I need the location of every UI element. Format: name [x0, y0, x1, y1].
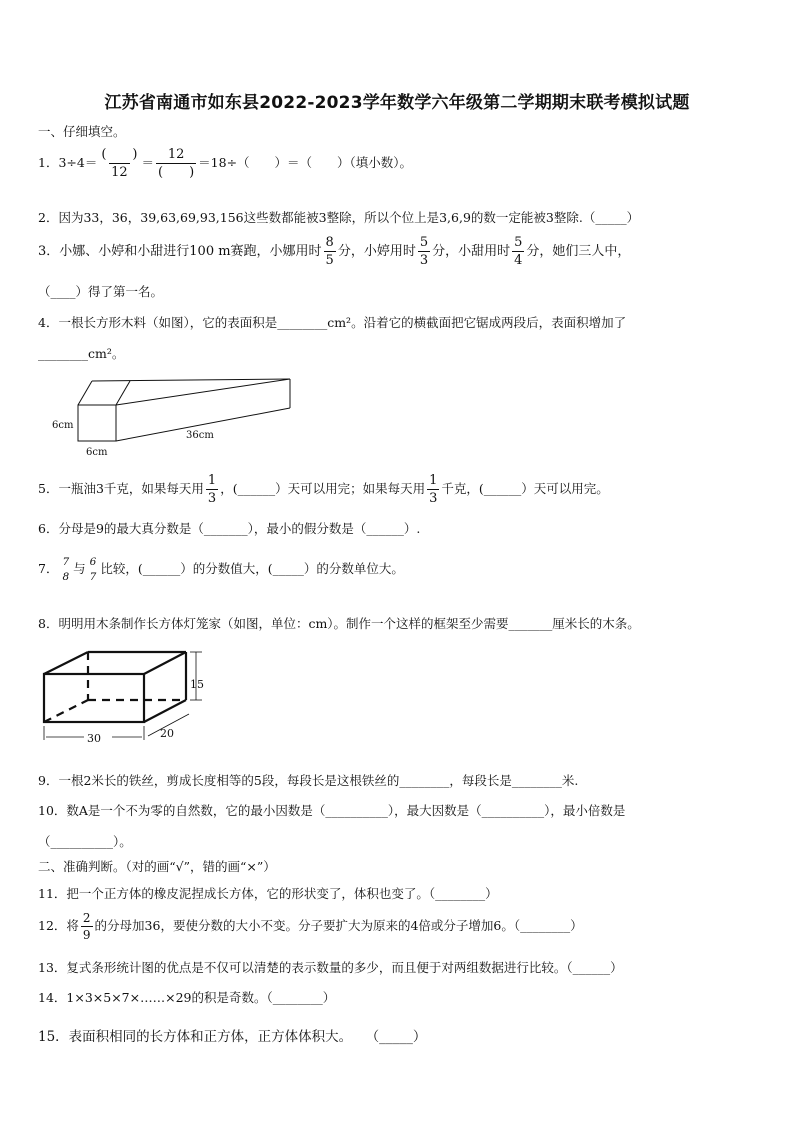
q1-fraction-2: $\frac{12}{( )}$ [158, 147, 195, 180]
beam-length-label: 36cm [186, 430, 214, 441]
section-heading-fill-in: 一、仔细填空。 [38, 124, 126, 139]
question-3: 3．小娜、小婷和小甜进行100 m赛跑，小娜用时 $\frac{8}{5}$ 分，小婷用时 $\frac{5}{3}$ 分，小甜用时 $\frac{5}{4}$ 分，她们三人中， [38, 235, 631, 268]
question-3-continued: （____）得了第一名。 [38, 284, 164, 299]
q3-fraction-3: $\frac{5}{4}$ [514, 235, 523, 268]
question-2: 2．因为33，36，39,63,69,93,156这些数都能被3整除，所以个位上是3,6,9的数一定能被3整除.（_____） [38, 210, 640, 225]
question-4-continued: ________cm²。 [38, 346, 125, 361]
question-5: 5．一瓶油3千克，如果每天用 $\frac{1}{3}$ ，(______）天可以用完；如果每天用 $\frac{1}{3}$ 千克，(______）天可以用完。 [38, 473, 609, 506]
q5-fraction-1: $\frac{1}{3}$ [207, 473, 217, 506]
question-4: 4．一根长方形木料（如图），它的表面积是________cm²。沿着它的横截面把它锯成两段后，表面积增加了 [38, 315, 627, 330]
q7-fraction-2: 6 7 [89, 556, 97, 583]
q1-equals: ＝ [141, 155, 155, 170]
q7-fraction-1: 7 8 [62, 556, 70, 583]
q12-fraction: $\frac{2}{9}$ [82, 911, 91, 942]
frame-height-label: 15 [190, 678, 204, 691]
q5-fraction-2: $\frac{1}{3}$ [429, 473, 438, 506]
question-10-continued: （__________）。 [38, 834, 132, 849]
section-heading-judge: 二、准确判断。（对的画“√”，错的画“×”） [38, 859, 276, 874]
question-15: 15．表面积相同的长方体和正方体，正方体体积大。 （_____） [38, 1029, 427, 1045]
question-8: 8．明明用木条制作长方体灯笼家（如图，单位：cm）。制作一个这样的框架至少需要_______厘米长的木条。 [38, 616, 640, 631]
q1-fraction-1: $\frac{( )}{12}$ [101, 147, 138, 180]
question-13: 13．复式条形统计图的优点是不仅可以清楚的表示数量的多少，而且便于对两组数据进行比较。（______） [38, 960, 623, 975]
frame-length-label: 30 [87, 732, 101, 745]
page-title: 江苏省南通市如东县2022-2023学年数学六年级第二学期期末联考模拟试题 [104, 93, 690, 113]
question-11: 11．把一个正方体的橡皮泥捏成长方体，它的形状变了，体积也变了。（________） [38, 886, 498, 901]
q3-fraction-2: $\frac{5}{3}$ [419, 235, 429, 268]
wooden-beam-figure [48, 374, 298, 460]
q1-text-a: 1．3÷4＝ [38, 155, 98, 170]
beam-width-label: 6cm [86, 447, 108, 458]
q1-text-b: ＝18÷（ ）＝（ ）（填小数）。 [198, 155, 413, 170]
q3-fraction-1: $\frac{8}{5}$ [325, 235, 334, 268]
question-9: 9．一根2米长的铁丝，剪成长度相等的5段，每段长是这根铁丝的________，每段长是________米. [38, 773, 579, 788]
lantern-frame-figure [36, 646, 216, 746]
question-14: 14．1×3×5×7×……×29的积是奇数。（________） [38, 990, 336, 1005]
question-7: 7． 7 8 与 6 7 比较，(______）的分数值大，(_____）的分数单位大。 [38, 556, 404, 583]
beam-height-label: 6cm [52, 420, 74, 431]
question-6: 6．分母是9的最大真分数是（_______），最小的假分数是（______）. [38, 521, 421, 536]
frame-width-label: 20 [160, 727, 174, 740]
question-12: 12．将 $\frac{2}{9}$ 的分母加36，要使分数的大小不变。分子要扩大为原来的4倍或分子增加6。（________） [38, 911, 583, 942]
question-10: 10．数A是一个不为零的自然数，它的最小因数是（__________），最大因数是（__________），最小倍数是 [38, 803, 626, 818]
question-1 [38, 148, 412, 179]
